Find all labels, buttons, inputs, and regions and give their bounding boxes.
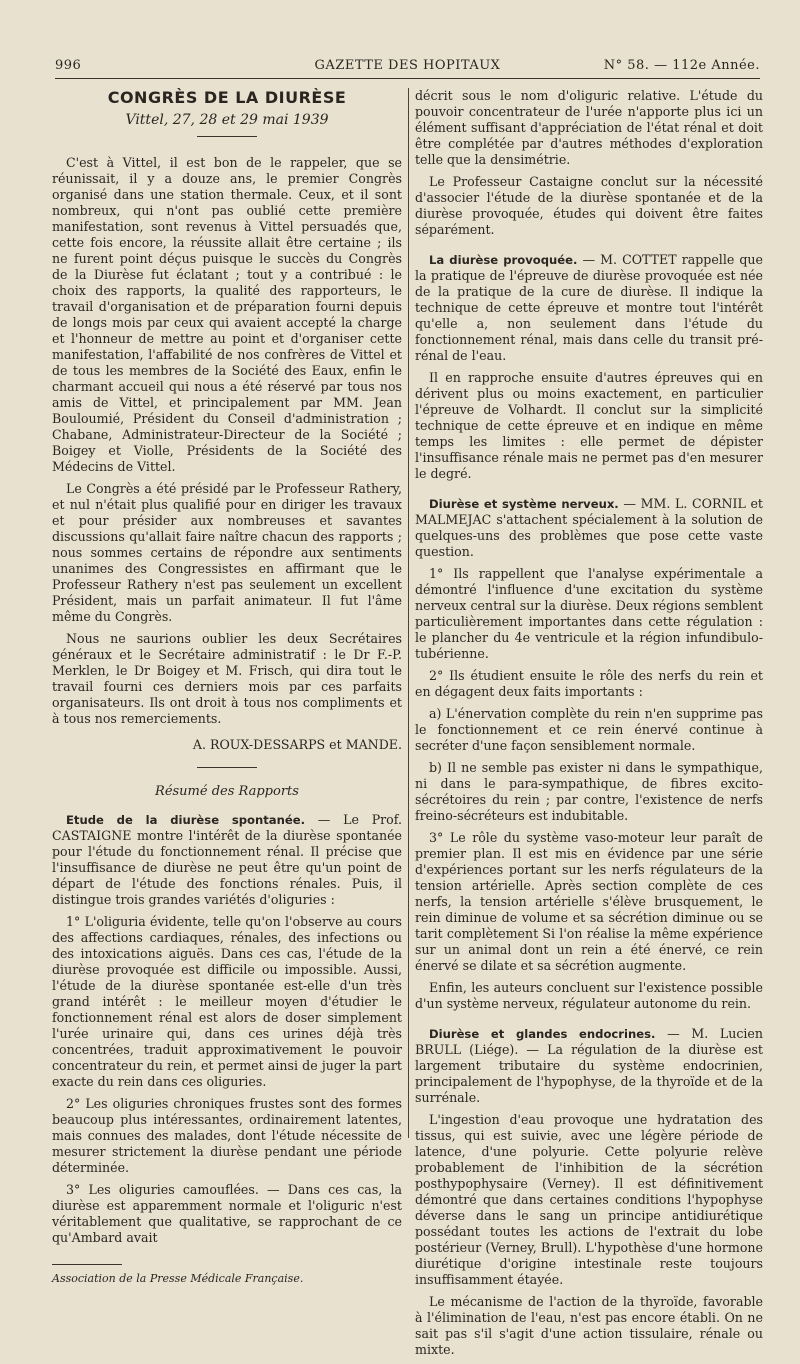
section-paragraph: La diurèse provoquée. — M. COTTET rappelle que la pratique de l'épreuve de diurèse provoquée est née de la pratique de la cure de diurèse. Il indique la technique de cette épreuve et montre tout l'intérêt qu'elle a, non seulement dans l'étude du fonctionnement rénal, mais dans celle du transit pré-rénal de l'eau. <box>415 252 763 363</box>
section-paragraph: Il en rapproche ensuite d'autres épreuves qui en dérivent plus ou moins exactement, en particulier l'épreuve de Volhardt. Il conclut sur la simplicité technique de cette épreuve et en indique en même temps les limites : elle permet de dépister l'insuffisance rénale mais ne permet pas d'en mesurer le degré. <box>415 370 763 481</box>
page-header <box>55 52 760 79</box>
section-paragraph: Diurèse et système nerveux. — MM. L. CORNIL et MALMEJAC s'attachent spécialement à la solution de quelques-uns des problèmes que pose cette vaste question. <box>415 496 763 559</box>
section-paragraph: 2° Les oliguries chroniques frustes sont des formes beaucoup plus intéressantes, ordinairement latentes, mais connues des malades, dont l'étude nécessite de mesurer strictement la diurèse pendant une période déterminée. <box>52 1096 402 1175</box>
section-heading: La diurèse provoquée. <box>429 253 578 267</box>
page-number: 996 <box>55 58 82 73</box>
section-paragraph: Diurèse et glandes endocrines. — M. Lucien BRULL (Liége). — La régulation de la diurèse est largement tributaire du système endocrinien, principalement de l'hypophyse, de la thyroïde et de la surrénale. <box>415 1026 763 1105</box>
section-paragraph: 3° Les oliguries camouflées. — Dans ces cas, la diurèse est apparemment normale et l'oliguric n'est véritablement que qualitative, se rapprochant de ce qu'Ambard avait <box>52 1182 402 1245</box>
footnote: Association de la Presse Médicale Française. <box>52 1272 304 1285</box>
footnote-rule <box>52 1264 122 1265</box>
section-paragraph: Etude de la diurèse spontanée. — Le Prof. CASTAIGNE montre l'intérêt de la diurèse spontanée pour l'étude du fonctionnement rénal. Il précise que l'insuffisance de diurèse ne peut être qu'un point de départ de l'étude des fonctions rénales. Puis, il distingue trois grandes variétés d'oliguries : <box>52 812 402 907</box>
right-column <box>415 88 763 1364</box>
section-paragraph: b) Il ne semble pas exister ni dans le sympathique, ni dans le para-sympathique, de fibres excito-sécrétoires du rein ; par contre, l'existence de nerfs freino-sécréteurs est indubitable. <box>415 760 763 823</box>
section-paragraph: 1° Ils rappellent que l'analyse expérimentale a démontré l'influence d'une excitation du système nerveux central sur la diurèse. Deux régions semblent particulièrement importantes dans cette régulation : le plancher du 4e ventricule et la région infundibulo-tubérienne. <box>415 566 763 661</box>
section-heading: Diurèse et glandes endocrines. <box>429 1027 656 1041</box>
title-rule <box>197 136 257 137</box>
intro-paragraph: C'est à Vittel, il est bon de le rappeler, que se réunissait, il y a douze ans, le premier Congrès organisé dans une station thermale. Ceux, et il sont nombreux, qui n'ont pas oublié cette première manifestation, sont revenus à Vittel persuadés que, cette fois encore, la réussite allait être certaine ; ils ne furent point déçus puisque le succès du Congrès de la Diurèse fut éclatant ; tout y a contribué : le choix des rapports, la qualité des rapporteurs, le travail d'organisation et de préparation fourni depuis de longs mois par ceux qui avaient accepté la charge et l'honneur de mettre au point et d'organiser cette manifestation, l'affabilité de nos confrères de Vittel et de tous les membres de la Société des Eaux, enfin le charmant accueil qui nous a été réservé par tous nos amis de Vittel, et principalement par MM. Jean Bouloumié, Président du Conseil d'administration ; Chabane, Administrateur-Directeur de la Société ; Boigey et Violle, Présidents de la Société des Médecins de Vittel. <box>52 155 402 474</box>
signature: A. ROUX-DESSARPS et MANDE. <box>192 737 402 752</box>
section-paragraph: 2° Ils étudient ensuite le rôle des nerfs du rein et en dégagent deux faits importants : <box>415 668 763 699</box>
section-paragraph: Le Professeur Castaigne conclut sur la nécessité d'associer l'étude de la diurèse spontanée et de la diurèse provoquée, études qui doivent être faites séparément. <box>415 174 763 237</box>
article-subtitle: Vittel, 27, 28 et 29 mai 1939 <box>125 112 329 128</box>
section-heading: Etude de la diurèse spontanée. <box>66 813 306 827</box>
section-paragraph: 1° L'oliguria évidente, telle qu'on l'observe au cours des affections cardiaques, rénales, des infections ou des intoxications aiguës. Dans ces cas, l'étude de la diurèse provoquée est difficile ou impossible. Aussi, l'étude de la diurèse spontanée est-elle d'un très grand intérêt : le meilleur moyen d'étudier le fonctionnement rénal est alors de doser simplement l'urée urinaire qui, dans ces urines déjà très concentrées, traduit approximativement le pouvoir concentrateur du rein, et permet ainsi de juger la part exacte du rein dans ces oliguries. <box>52 914 402 1089</box>
column-divider <box>408 88 409 1138</box>
intro-paragraph: Nous ne saurions oublier les deux Secrétaires généraux et le Secrétaire administratif : le Dr F.-P. Merklen, le Dr Boigey et M. Frisch, qui dira tout le travail fourni ces derniers mois par ces parfaits organisateurs. Ils ont droit à tous nos compliments et à tous nos remerciements. <box>52 631 402 726</box>
section-heading: Diurèse et système nerveux. <box>429 497 619 511</box>
intro-paragraph: Le Congrès a été présidé par le Professeur Rathery, et nul n'était plus qualifié pour en diriger les travaux et pour présider aux nombreuses et savantes discussions qu'allait faire naître chacun des rapports ; nous sommes certains de répondre aux sentiments unanimes des Congressistes en affirmant que le Professeur Rathery n'est pas seulement un excellent Président, mais un parfait animateur. Il fut l'âme même du Congrès. <box>52 481 402 624</box>
journal-title: GAZETTE DES HOPITAUX <box>314 58 501 73</box>
section-paragraph: décrit sous le nom d'oliguric relative. L'étude du pouvoir concentrateur de l'urée n'apporte plus ici un élément suffisant d'appréciation de l'état rénal et doit être complétée par d'autres méthodes d'exploration telle que la densimétrie. <box>415 88 763 167</box>
section-paragraph: Enfin, les auteurs concluent sur l'existence possible d'un système nerveux, régulateur autonome du rein. <box>415 980 763 1011</box>
section-title: Résumé des Rapports <box>155 784 299 799</box>
section-paragraph: 3° Le rôle du système vaso-moteur leur paraît de premier plan. Il est mis en évidence par une série d'expériences portant sur les nerfs régulateurs de la tension artérielle. Après section complète de ces nerfs, la tension artérielle s'élève brusquement, le rein diminue de volume et sa sécrétion diminue ou se tarit complètement Si l'on réalise la même expérience sur un animal dont un rein a été énervé, ce rein énervé se dilate et sa sécrétion augmente. <box>415 830 763 973</box>
article-title: CONGRÈS DE LA DIURÈSE <box>107 88 347 107</box>
issue-number: N° 58. — 112e Année. <box>603 58 760 73</box>
section-paragraph: a) L'énervation complète du rein n'en supprime pas le fonctionnement et ce rein énervé continue à secréter d'une façon sensiblement normale. <box>415 706 763 753</box>
section-paragraph: Le mécanisme de l'action de la thyroïde, favorable à l'élimination de l'eau, n'est pas encore établi. On ne sait pas s'il s'agit d'une action tissulaire, rénale ou mixte. <box>415 1294 763 1357</box>
section-paragraph: L'ingestion d'eau provoque une hydratation des tissus, qui est suivie, avec une légère période de latence, d'une polyurie. Cette polyurie relève probablement de l'inhibition de la sécrétion posthypophysaire (Verney). Il est définitivement démontré que dans certaines conditions l'hypophyse déverse dans le sang un principe antidiurétique possédant toutes les actions de l'extrait du lobe postérieur (Verney, Brull). L'hypothèse d'une hormone diurétique d'origine intestinale reste toujours insuffisamment étayée. <box>415 1112 763 1287</box>
section-rule <box>197 767 257 768</box>
left-column <box>52 88 402 1293</box>
